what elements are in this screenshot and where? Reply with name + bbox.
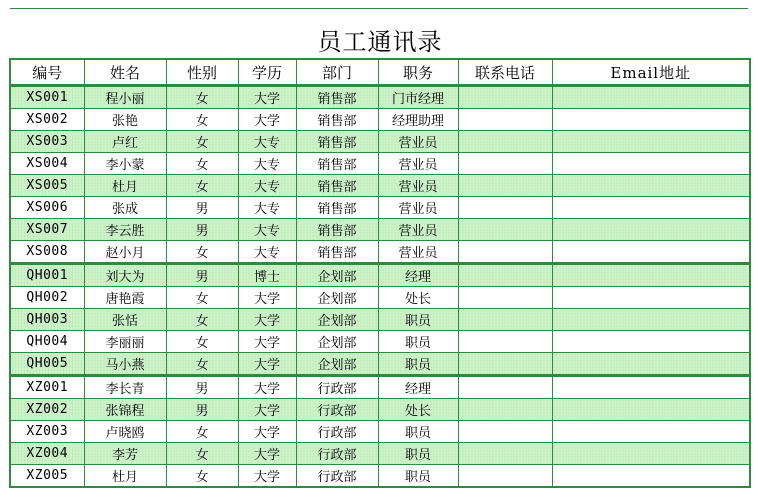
cell-education[interactable]: 大学	[238, 331, 296, 353]
cell-gender[interactable]: 女	[166, 309, 238, 331]
cell-department[interactable]: 企划部	[296, 264, 378, 287]
cell-name[interactable]: 张成	[84, 197, 166, 219]
cell-gender[interactable]: 男	[166, 399, 238, 421]
table-row	[10, 421, 750, 443]
cell-phone[interactable]	[458, 131, 552, 153]
cell-phone[interactable]	[458, 399, 552, 421]
cell-education[interactable]: 大专	[238, 197, 296, 219]
cell-phone[interactable]	[458, 86, 552, 109]
cell-education[interactable]: 大学	[238, 399, 296, 421]
table-row	[10, 197, 750, 219]
cell-phone[interactable]	[458, 309, 552, 331]
cell-name[interactable]: 唐艳霞	[84, 287, 166, 309]
cell-phone[interactable]	[458, 241, 552, 264]
cell-id[interactable]: XS008	[10, 241, 84, 264]
cell-id[interactable]: QH005	[10, 353, 84, 376]
cell-id[interactable]: XS006	[10, 197, 84, 219]
cell-email[interactable]	[552, 219, 750, 241]
cell-education[interactable]: 大学	[238, 353, 296, 376]
cell-education[interactable]: 大专	[238, 153, 296, 175]
cell-gender[interactable]: 女	[166, 241, 238, 264]
cell-email[interactable]	[552, 86, 750, 109]
cell-id[interactable]: QH003	[10, 309, 84, 331]
table-row	[10, 175, 750, 197]
cell-name[interactable]: 李丽丽	[84, 331, 166, 353]
table-row	[10, 109, 750, 131]
cell-gender[interactable]: 男	[166, 264, 238, 287]
cell-gender[interactable]: 女	[166, 86, 238, 109]
cell-email[interactable]	[552, 443, 750, 465]
cell-name[interactable]: 张艳	[84, 109, 166, 131]
header-row	[10, 59, 750, 86]
cell-education[interactable]: 大学	[238, 309, 296, 331]
table-row	[10, 287, 750, 309]
cell-id[interactable]: XS007	[10, 219, 84, 241]
cell-gender[interactable]: 男	[166, 219, 238, 241]
cell-department[interactable]: 销售部	[296, 175, 378, 197]
cell-phone[interactable]	[458, 264, 552, 287]
cell-position[interactable]: 职员	[378, 331, 458, 353]
header-email[interactable]: Email地址	[552, 59, 750, 86]
table-row	[10, 331, 750, 353]
cell-name[interactable]: 李小蒙	[84, 153, 166, 175]
cell-position[interactable]: 营业员	[378, 131, 458, 153]
cell-phone[interactable]	[458, 376, 552, 399]
cell-position[interactable]: 职员	[378, 421, 458, 443]
cell-education[interactable]: 大专	[238, 241, 296, 264]
cell-department[interactable]: 企划部	[296, 309, 378, 331]
header-phone[interactable]: 联系电话	[458, 59, 552, 86]
table-row	[10, 443, 750, 465]
cell-email[interactable]	[552, 264, 750, 287]
cell-email[interactable]	[552, 376, 750, 399]
cell-position[interactable]: 营业员	[378, 219, 458, 241]
table-row	[10, 86, 750, 109]
cell-gender[interactable]: 女	[166, 443, 238, 465]
cell-name[interactable]: 赵小月	[84, 241, 166, 264]
top-rule	[10, 8, 748, 9]
cell-position[interactable]: 处长	[378, 399, 458, 421]
cell-position[interactable]: 职员	[378, 353, 458, 376]
cell-id[interactable]: XS005	[10, 175, 84, 197]
table-row	[10, 465, 750, 488]
cell-email[interactable]	[552, 421, 750, 443]
cell-name[interactable]: 李芳	[84, 443, 166, 465]
cell-email[interactable]	[552, 109, 750, 131]
cell-phone[interactable]	[458, 465, 552, 488]
cell-name[interactable]: 杜月	[84, 175, 166, 197]
cell-phone[interactable]	[458, 287, 552, 309]
table-row	[10, 241, 750, 264]
cell-gender[interactable]: 女	[166, 421, 238, 443]
table-row	[10, 399, 750, 421]
cell-department[interactable]: 销售部	[296, 131, 378, 153]
table-row	[10, 131, 750, 153]
page-title: 员工通讯录	[317, 28, 443, 56]
cell-name[interactable]: 李长青	[84, 376, 166, 399]
header-position[interactable]: 职务	[378, 59, 458, 86]
cell-position[interactable]: 营业员	[378, 153, 458, 175]
cell-education[interactable]: 大学	[238, 465, 296, 488]
table-row	[10, 376, 750, 399]
cell-department[interactable]: 企划部	[296, 331, 378, 353]
cell-department[interactable]: 销售部	[296, 86, 378, 109]
table-row	[10, 353, 750, 376]
cell-email[interactable]	[552, 241, 750, 264]
cell-id[interactable]: XZ005	[10, 465, 84, 488]
cell-name[interactable]: 李云胜	[84, 219, 166, 241]
cell-gender[interactable]: 女	[166, 331, 238, 353]
cell-email[interactable]	[552, 399, 750, 421]
cell-gender[interactable]: 男	[166, 376, 238, 399]
header-department[interactable]: 部门	[296, 59, 378, 86]
header-name[interactable]: 姓名	[84, 59, 166, 86]
cell-email[interactable]	[552, 465, 750, 488]
cell-education[interactable]: 博士	[238, 264, 296, 287]
cell-department[interactable]: 行政部	[296, 421, 378, 443]
cell-department[interactable]: 行政部	[296, 376, 378, 399]
cell-name[interactable]: 马小燕	[84, 353, 166, 376]
cell-department[interactable]: 行政部	[296, 465, 378, 488]
header-education[interactable]: 学历	[238, 59, 296, 86]
cell-education[interactable]: 大专	[238, 219, 296, 241]
cell-email[interactable]	[552, 175, 750, 197]
cell-id[interactable]: QH001	[10, 264, 84, 287]
employee-directory-table	[9, 58, 751, 488]
cell-position[interactable]: 门市经理	[378, 86, 458, 109]
header-gender[interactable]: 性别	[166, 59, 238, 86]
cell-id[interactable]: QH002	[10, 287, 84, 309]
cell-id[interactable]: XZ004	[10, 443, 84, 465]
cell-email[interactable]	[552, 309, 750, 331]
table-row	[10, 153, 750, 175]
header-id[interactable]: 编号	[10, 59, 84, 86]
cell-position[interactable]: 职员	[378, 465, 458, 488]
cell-position[interactable]: 经理	[378, 376, 458, 399]
cell-id[interactable]: XS004	[10, 153, 84, 175]
cell-name[interactable]: 杜月	[84, 465, 166, 488]
cell-gender[interactable]: 男	[166, 197, 238, 219]
table-row	[10, 219, 750, 241]
cell-department[interactable]: 销售部	[296, 197, 378, 219]
cell-name[interactable]: 张恬	[84, 309, 166, 331]
cell-email[interactable]	[552, 197, 750, 219]
cell-department[interactable]: 行政部	[296, 399, 378, 421]
cell-id[interactable]: XS003	[10, 131, 84, 153]
cell-position[interactable]: 营业员	[378, 197, 458, 219]
cell-department[interactable]: 行政部	[296, 443, 378, 465]
cell-email[interactable]	[552, 131, 750, 153]
cell-gender[interactable]: 女	[166, 109, 238, 131]
cell-email[interactable]	[552, 353, 750, 376]
cell-name[interactable]: 张锦程	[84, 399, 166, 421]
cell-id[interactable]: XZ002	[10, 399, 84, 421]
cell-education[interactable]: 大学	[238, 287, 296, 309]
cell-email[interactable]	[552, 287, 750, 309]
cell-phone[interactable]	[458, 353, 552, 376]
cell-department[interactable]: 企划部	[296, 287, 378, 309]
cell-education[interactable]: 大学	[238, 443, 296, 465]
cell-position[interactable]: 营业员	[378, 175, 458, 197]
cell-position[interactable]: 经理	[378, 264, 458, 287]
cell-position[interactable]: 职员	[378, 309, 458, 331]
cell-gender[interactable]: 女	[166, 465, 238, 488]
cell-name[interactable]: 刘大为	[84, 264, 166, 287]
cell-name[interactable]: 卢红	[84, 131, 166, 153]
cell-phone[interactable]	[458, 153, 552, 175]
cell-gender[interactable]: 女	[166, 353, 238, 376]
cell-education[interactable]: 大学	[238, 376, 296, 399]
cell-education[interactable]: 大学	[238, 86, 296, 109]
cell-education[interactable]: 大专	[238, 131, 296, 153]
cell-phone[interactable]	[458, 175, 552, 197]
table-row	[10, 309, 750, 331]
cell-education[interactable]: 大专	[238, 175, 296, 197]
cell-id[interactable]: XS001	[10, 86, 84, 109]
cell-name[interactable]: 卢晓鸥	[84, 421, 166, 443]
cell-phone[interactable]	[458, 421, 552, 443]
cell-department[interactable]: 销售部	[296, 219, 378, 241]
cell-id[interactable]: XS002	[10, 109, 84, 131]
cell-id[interactable]: XZ001	[10, 376, 84, 399]
cell-phone[interactable]	[458, 109, 552, 131]
cell-phone[interactable]	[458, 443, 552, 465]
cell-gender[interactable]: 女	[166, 287, 238, 309]
cell-gender[interactable]: 女	[166, 131, 238, 153]
cell-email[interactable]	[552, 153, 750, 175]
cell-gender[interactable]: 女	[166, 175, 238, 197]
cell-name[interactable]: 程小丽	[84, 86, 166, 109]
cell-email[interactable]	[552, 331, 750, 353]
cell-id[interactable]: XZ003	[10, 421, 84, 443]
cell-department[interactable]: 销售部	[296, 241, 378, 264]
cell-position[interactable]: 经理助理	[378, 109, 458, 131]
cell-education[interactable]: 大学	[238, 109, 296, 131]
table-row	[10, 264, 750, 287]
cell-gender[interactable]: 女	[166, 153, 238, 175]
cell-department[interactable]: 企划部	[296, 353, 378, 376]
cell-education[interactable]: 大学	[238, 421, 296, 443]
cell-phone[interactable]	[458, 219, 552, 241]
cell-id[interactable]: QH004	[10, 331, 84, 353]
cell-phone[interactable]	[458, 331, 552, 353]
table-body	[10, 86, 750, 488]
cell-position[interactable]: 处长	[378, 287, 458, 309]
cell-department[interactable]: 销售部	[296, 109, 378, 131]
cell-phone[interactable]	[458, 197, 552, 219]
cell-position[interactable]: 营业员	[378, 241, 458, 264]
cell-position[interactable]: 职员	[378, 443, 458, 465]
cell-department[interactable]: 销售部	[296, 153, 378, 175]
